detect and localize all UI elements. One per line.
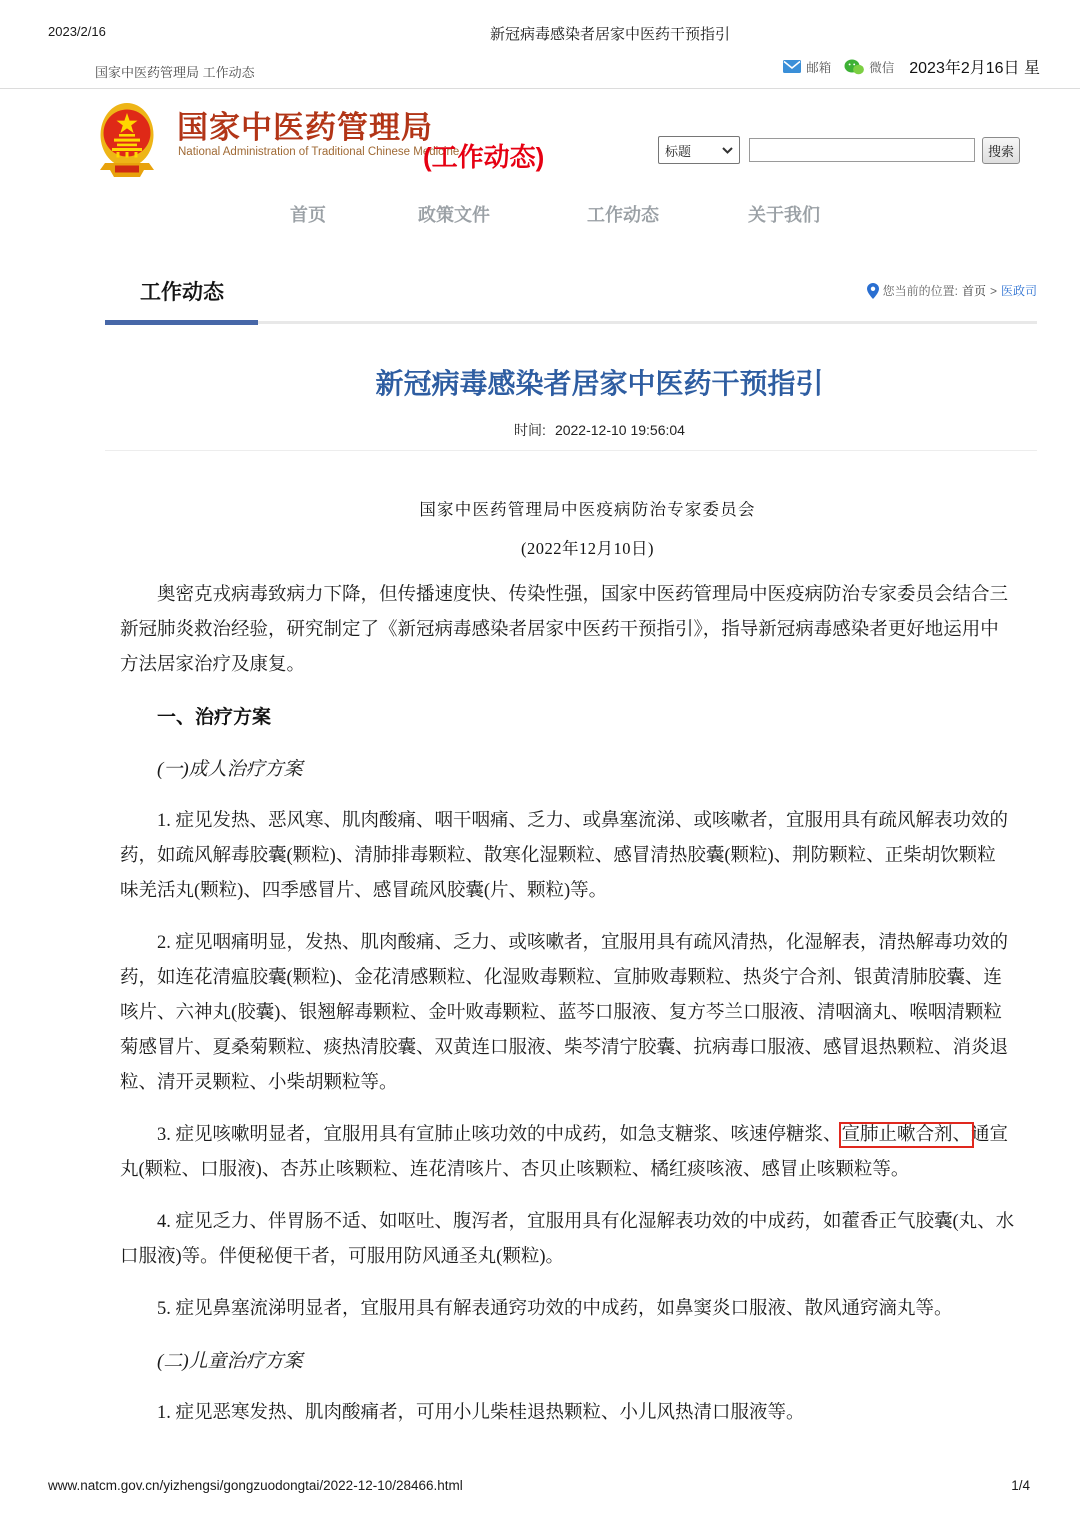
text-segment: 菊感冒片、夏桑菊颗粒、痰热清胶囊、双黄连口服液、柴芩清宁胶囊、抗病毒口服液、感冒退热颗粒、消炎退 bbox=[120, 1038, 1009, 1058]
active-tab-indicator bbox=[105, 320, 258, 325]
text-line bbox=[120, 1118, 1036, 1153]
location-pin-icon bbox=[867, 283, 879, 299]
text-segment: 5. 症见鼻塞流涕明显者，宜服用具有解表通窍功效的中成药，如鼻窦炎口服液、散风通窍滴丸等。 bbox=[157, 1299, 953, 1319]
text-segment: (一)成人治疗方案 bbox=[157, 759, 303, 780]
article-title: 新冠病毒感染者居家中医药干预指引 bbox=[375, 369, 824, 400]
text-line bbox=[120, 1205, 1036, 1240]
print-document-title: 新冠病毒感染者居家中医药干预指引 bbox=[489, 26, 730, 43]
site-name-english: National Administration of Traditional Chinese Medicine bbox=[178, 146, 460, 158]
text-segment: 咳片、六神丸(胶囊)、银翘解毒颗粒、金叶败毒颗粒、蓝芩口服液、复方芩兰口服液、清咽滴丸、喉咽清颗粒 bbox=[120, 1003, 1002, 1023]
window-site-breadcrumb: 国家中医药管理局 工作动态 bbox=[95, 65, 255, 80]
article-paragraph bbox=[120, 1292, 1036, 1327]
text-segment: 粒、清开灵颗粒、小柴胡颗粒等。 bbox=[120, 1073, 398, 1093]
text-segment: 味羌活丸(颗粒)、四季感冒片、感冒疏风胶囊(片、颗粒)等。 bbox=[120, 881, 608, 901]
article-byline: 国家中医药管理局中医疫病防治专家委员会 bbox=[419, 500, 756, 519]
nav-item-0[interactable]: 首页 bbox=[290, 205, 326, 225]
text-segment: 2. 症见咽痛明显，发热、肌肉酸痛、乏力、或咳嗽者，宜服用具有疏风清热，化湿解表，清热解毒功效的 bbox=[157, 933, 1009, 953]
mail-link[interactable]: 邮箱 bbox=[806, 60, 832, 75]
text-line bbox=[120, 1031, 1036, 1066]
article-paragraph bbox=[120, 926, 1036, 1101]
article-header-divider bbox=[105, 450, 1037, 451]
nav-item-2[interactable]: 工作动态 bbox=[587, 205, 659, 225]
section-underline bbox=[105, 320, 1037, 325]
nav-item-1[interactable]: 政策文件 bbox=[418, 205, 490, 225]
header-divider bbox=[0, 88, 1080, 89]
text-line bbox=[120, 1396, 1036, 1431]
toolbar-right-group bbox=[783, 55, 1040, 78]
text-segment: 奥密克戎病毒致病力下降，但传播速度快、传染性强，国家中医药管理局中医疫病防治专家委员会结合三 bbox=[157, 585, 1009, 605]
breadcrumb-prefix: 您当前的位置: bbox=[882, 284, 958, 298]
print-date: 2023/2/16 bbox=[48, 24, 106, 39]
chevron-down-icon bbox=[722, 147, 733, 154]
site-name: 国家中医药管理局 bbox=[177, 110, 433, 145]
text-segment: 通宣 bbox=[971, 1125, 1009, 1145]
text-line bbox=[120, 700, 1036, 735]
search-button[interactable]: 搜索 bbox=[982, 137, 1020, 164]
article-paragraph bbox=[120, 1205, 1036, 1275]
text-segment: 1. 症见发热、恶风寒、肌肉酸痛、咽干咽痛、乏力、或鼻塞流涕、或咳嗽者，宜服用具有疏风解表功效的 bbox=[157, 811, 1009, 831]
text-segment: 方法居家治疗及康复。 bbox=[120, 655, 306, 675]
text-line bbox=[120, 648, 1036, 683]
article-paragraph bbox=[120, 752, 1036, 787]
nav-item-3[interactable]: 关于我们 bbox=[748, 205, 820, 225]
text-line bbox=[120, 874, 1036, 909]
timestamp-value: 2022-12-10 19:56:04 bbox=[554, 422, 685, 438]
text-line bbox=[120, 1292, 1036, 1327]
text-segment: 新冠肺炎救治经验，研究制定了《新冠病毒感染者居家中医药干预指引》，指导新冠病毒感染者更好地运用中 bbox=[120, 620, 999, 640]
print-footer-url: www.natcm.gov.cn/yizhengsi/gongzuodongtai/2022-12-10/28466.html bbox=[48, 1478, 463, 1493]
tab-track-line bbox=[258, 321, 1037, 324]
text-segment: 1. 症见恶寒发热、肌肉酸痛者，可用小儿柴桂退热颗粒、小儿风热清口服液等。 bbox=[157, 1403, 805, 1423]
search-bar bbox=[658, 136, 1020, 164]
breadcrumb-home-link[interactable]: 首页 bbox=[961, 284, 986, 298]
text-line bbox=[120, 996, 1036, 1031]
national-emblem-logo bbox=[100, 100, 154, 183]
text-line bbox=[120, 752, 1036, 787]
print-footer-page-number: 1/4 bbox=[1011, 1478, 1030, 1493]
article-paragraph bbox=[120, 578, 1036, 683]
text-segment: 一、治疗方案 bbox=[157, 707, 272, 728]
search-category-select[interactable] bbox=[658, 136, 740, 164]
text-line bbox=[120, 1240, 1036, 1275]
current-date-text: 2023年2月16日 星 bbox=[909, 60, 1040, 77]
article-paragraph bbox=[120, 1344, 1036, 1379]
page-section-title: 工作动态 bbox=[140, 281, 224, 304]
article-paragraph bbox=[120, 700, 1036, 735]
text-line bbox=[120, 961, 1036, 996]
text-line bbox=[120, 1066, 1036, 1101]
breadcrumb-separator: > bbox=[989, 283, 997, 298]
text-segment: 药，如疏风解毒胶囊(颗粒)、清肺排毒颗粒、散寒化湿颗粒、感冒清热胶囊(颗粒)、荆防颗粒、正柴胡饮颗粒 bbox=[120, 846, 996, 866]
text-line bbox=[120, 804, 1036, 839]
article-paragraph bbox=[120, 804, 1036, 909]
text-segment: 口服液)等。伴便秘便干者，可服用防风通圣丸(颗粒)。 bbox=[120, 1247, 564, 1267]
text-line bbox=[120, 1344, 1036, 1379]
text-segment: 3. 症见咳嗽明显者，宜服用具有宣肺止咳功效的中成药，如急支糖浆、咳速停糖浆、 bbox=[157, 1125, 842, 1145]
breadcrumb-current-link[interactable]: 医政司 bbox=[1000, 284, 1037, 298]
text-line bbox=[120, 1153, 1036, 1188]
article-body bbox=[120, 578, 1036, 1440]
section-tag: (工作动态) bbox=[423, 142, 545, 172]
text-segment: (二)儿童治疗方案 bbox=[157, 1351, 303, 1372]
text-segment: 丸(颗粒、口服液)、杏苏止咳颗粒、连花清咳片、杏贝止咳颗粒、橘红痰咳液、感冒止咳颗粒等。 bbox=[120, 1160, 910, 1180]
text-line bbox=[120, 926, 1036, 961]
article-paragraph bbox=[120, 1396, 1036, 1431]
timestamp-label: 时间: bbox=[514, 422, 546, 438]
text-segment: 4. 症见乏力、伴胃肠不适、如呕吐、腹泻者，宜服用具有化湿解表功效的中成药，如藿香正气胶囊(丸、水 bbox=[157, 1212, 1015, 1232]
search-input[interactable] bbox=[749, 138, 975, 162]
highlighted-drug-name: 宣肺止嗽合剂、 bbox=[841, 1125, 972, 1145]
wechat-icon[interactable] bbox=[844, 59, 864, 75]
search-category-value: 标题 bbox=[665, 143, 692, 159]
text-line bbox=[120, 839, 1036, 874]
breadcrumb bbox=[867, 282, 1037, 299]
article-timestamp bbox=[133, 420, 1066, 440]
mail-icon[interactable] bbox=[783, 60, 801, 73]
text-segment: 药，如连花清瘟胶囊(颗粒)、金花清感颗粒、化湿败毒颗粒、宣肺败毒颗粒、热炎宁合剂、银黄清肺胶囊、连 bbox=[120, 968, 1002, 988]
text-line bbox=[120, 613, 1036, 648]
wechat-link[interactable]: 微信 bbox=[869, 60, 895, 75]
article-paragraph bbox=[120, 1118, 1036, 1188]
article-byline-date: (2022年12月10日) bbox=[521, 539, 654, 558]
text-line bbox=[120, 578, 1036, 613]
